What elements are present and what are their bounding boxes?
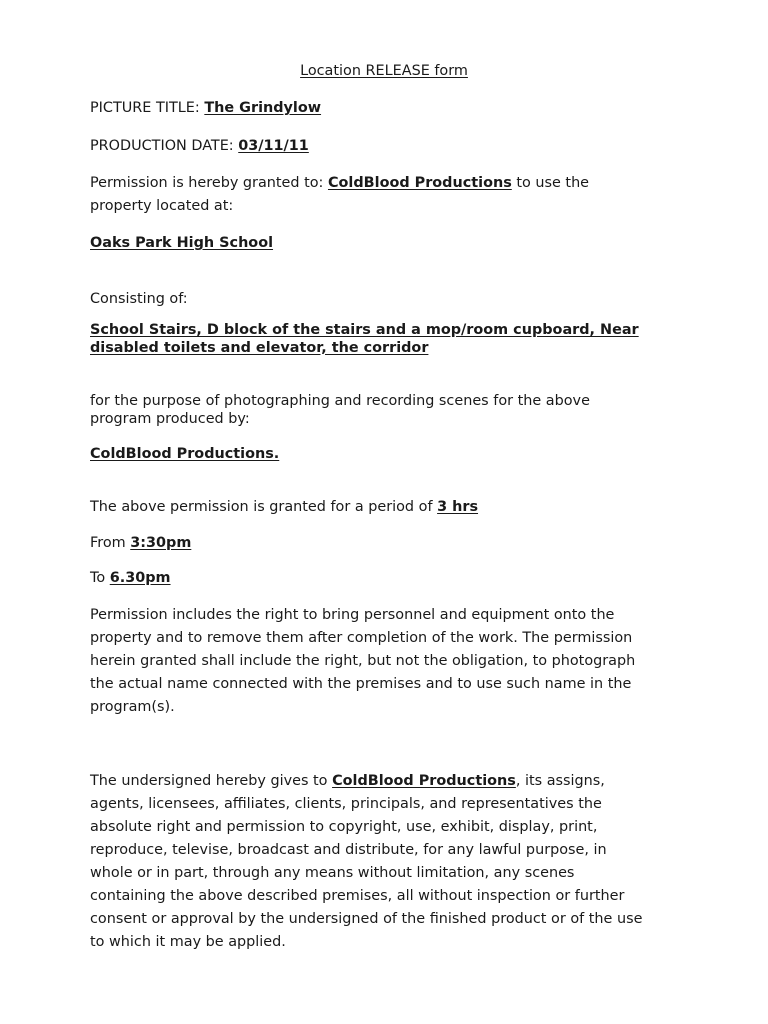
form-title: Location RELEASE form	[300, 63, 468, 79]
permission-line-2: property located at:	[90, 198, 234, 214]
producer-name: ColdBlood Productions.	[90, 446, 280, 462]
to-row: To 6.30pm	[90, 570, 171, 586]
undersigned-line: to which it may be applied.	[90, 934, 286, 950]
includes-line: herein granted shall include the right, but not the obligation, to photograph	[90, 653, 636, 669]
production-date-row	[90, 136, 309, 156]
includes-line: the actual name connected with the premises and to use such name in the	[90, 676, 632, 692]
consisting-line-1: School Stairs, D block of the stairs and a mop/room cupboard, Near	[90, 322, 639, 338]
consisting-details	[90, 322, 680, 357]
to-time: 6.30pm	[109, 570, 171, 586]
undersigned-line-1: The undersigned hereby gives to ColdBlood Productions, its assigns,	[90, 773, 605, 789]
undersigned-line: containing the above described premises, all without inspection or further	[90, 888, 625, 904]
includes-paragraph	[90, 604, 680, 719]
production-date-value: 03/11/11	[238, 138, 309, 154]
permission-line-1: Permission is hereby granted to: ColdBlood Productions to use the	[90, 175, 590, 191]
consisting-label: Consisting of:	[90, 291, 188, 307]
picture-title-label: PICTURE TITLE:	[90, 100, 205, 116]
undersigned-paragraph	[90, 770, 680, 954]
permission-paragraph	[90, 172, 680, 218]
undersigned-line: consent or approval by the undersigned of the finished product or of the use	[90, 911, 643, 927]
includes-line: property and to remove them after completion of the work. The permission	[90, 630, 633, 646]
includes-line: Permission includes the right to bring personnel and equipment onto the	[90, 607, 615, 623]
location-name: Oaks Park High School	[90, 235, 274, 251]
undersigned-line: whole or in part, through any means without limitation, any scenes	[90, 865, 575, 881]
undersigned-company: ColdBlood Productions	[332, 773, 516, 789]
period-value: 3 hrs	[437, 499, 479, 515]
purpose-line-1: for the purpose of photographing and recording scenes for the above	[90, 393, 590, 409]
picture-title-value: The Grindylow	[204, 100, 322, 116]
includes-line: program(s).	[90, 699, 175, 715]
period-row: The above permission is granted for a period of 3 hrs	[90, 499, 479, 515]
consisting-line-2: disabled toilets and elevator, the corridor	[90, 339, 429, 356]
from-row: From 3:30pm	[90, 535, 192, 551]
undersigned-line: reproduce, televise, broadcast and distribute, for any lawful purpose, in	[90, 842, 607, 858]
undersigned-line: absolute right and permission to copyright, use, exhibit, display, print,	[90, 819, 598, 835]
production-date-label: PRODUCTION DATE:	[90, 138, 239, 154]
picture-title-row	[90, 98, 321, 118]
from-time: 3:30pm	[130, 535, 192, 551]
purpose-paragraph	[90, 393, 680, 428]
undersigned-line: agents, licensees, affiliates, clients, principals, and representatives the	[90, 796, 602, 812]
permission-company: ColdBlood Productions	[327, 175, 512, 191]
purpose-line-2: program produced by:	[90, 410, 250, 427]
